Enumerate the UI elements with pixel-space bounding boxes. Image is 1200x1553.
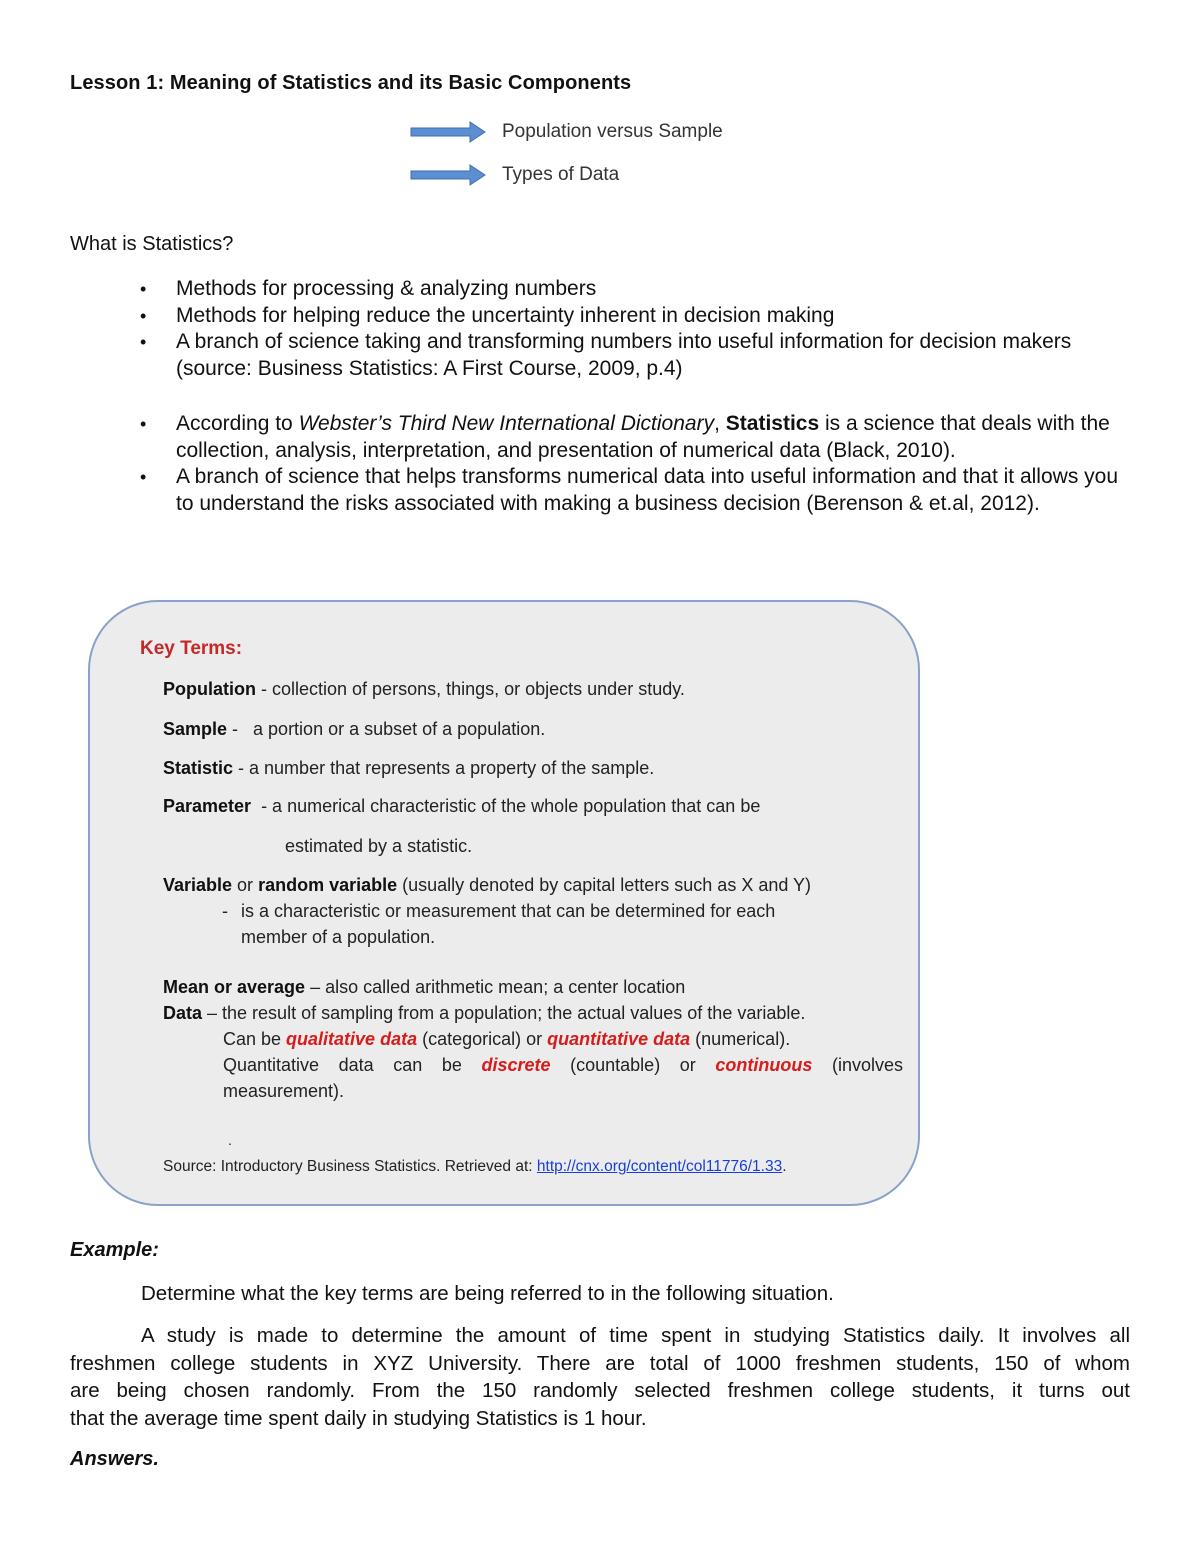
variable-dash: - xyxy=(222,901,228,921)
list-item: • A branch of science that helps transforms numerical data into useful information and that it allows you to understand the risks associated with making a business decision (Berenson & et.al, 2012). xyxy=(140,464,1140,517)
answers-label: Answers. xyxy=(70,1448,159,1470)
quantitative-types-line-end: measurement). xyxy=(223,1081,345,1101)
right-arrow-icon xyxy=(410,163,486,187)
paragraph-line: A study is made to determine the amount of time spent in studying Statistics daily. It involves all xyxy=(141,1324,1130,1347)
example-paragraph xyxy=(70,1322,1130,1432)
term-data: Data – the result of sampling from a population; the actual values of the variable. xyxy=(163,1003,806,1023)
list-item: • A branch of science taking and transforming numbers into useful information for decision makers (source: Business Statistics: A First Course, 2009, p.4) xyxy=(140,329,1140,382)
source-link[interactable]: http://cnx.org/content/col11776/1.33 xyxy=(536,1158,783,1175)
topic-label: Population versus Sample xyxy=(502,121,723,142)
term-mean: Mean or average – also called arithmetic mean; a center location xyxy=(163,977,686,997)
term-statistic: Statistic - a number that represents a property of the sample. xyxy=(163,758,655,778)
paragraph-line: are being chosen randomly. From the 150 randomly selected freshmen college students, it turns out xyxy=(70,1379,1130,1402)
term-parameter-continued: estimated by a statistic. xyxy=(285,836,473,856)
topic-item xyxy=(410,163,619,187)
variable-definition: member of a population. xyxy=(241,927,436,947)
section-question: What is Statistics? xyxy=(70,233,234,255)
variable-definition: is a characteristic or measurement that can be determined for each xyxy=(241,901,776,921)
list-item: • Methods for helping reduce the uncertainty inherent in decision making xyxy=(140,303,1140,330)
source-citation: Source: Introductory Business Statistics. Retrieved at: http://cnx.org/content/col11776/1.33. xyxy=(163,1158,787,1175)
definition-list-2 xyxy=(140,411,1140,518)
term-population: Population - collection of persons, things, or objects under study. xyxy=(163,679,685,699)
quantitative-types-line: Quantitative data can be discrete (countable) or continuous (involves xyxy=(223,1055,904,1075)
right-arrow-icon xyxy=(410,120,486,144)
example-instruction: Determine what the key terms are being referred to in the following situation. xyxy=(141,1282,834,1305)
paragraph-line: that the average time spent daily in studying Statistics is 1 hour. xyxy=(70,1406,647,1430)
key-terms-title: Key Terms: xyxy=(140,638,243,659)
topic-label: Types of Data xyxy=(502,164,620,185)
lesson-title: Lesson 1: Meaning of Statistics and its Basic Components xyxy=(70,72,632,94)
term-variable: Variable or random variable (usually denoted by capital letters such as X and Y) xyxy=(163,875,812,895)
term-sample: Sample - a portion or a subset of a population. xyxy=(163,719,546,739)
data-types-line: Can be qualitative data (categorical) or quantitative data (numerical). xyxy=(223,1029,791,1049)
example-label: Example: xyxy=(70,1239,159,1261)
dictionary-title: Webster’s Third New International Dictionary xyxy=(298,412,715,435)
list-item: • Methods for processing & analyzing numbers xyxy=(140,276,1140,303)
statistics-term: Statistics xyxy=(725,412,820,435)
paragraph-line: freshmen college students in XYZ University. There are total of 1000 freshmen students, 150 of whom xyxy=(70,1351,1130,1375)
list-item: • According to Webster’s Third New International Dictionary, Statistics is a science that deals with the collection, analysis, interpretation, and presentation of numerical data (Black, 2010). xyxy=(140,411,1140,464)
topic-item xyxy=(410,120,723,144)
stray-dot: . xyxy=(228,1132,232,1148)
definition-list xyxy=(140,276,1140,383)
term-parameter: Parameter - a numerical characteristic of the whole population that can be xyxy=(163,796,761,816)
